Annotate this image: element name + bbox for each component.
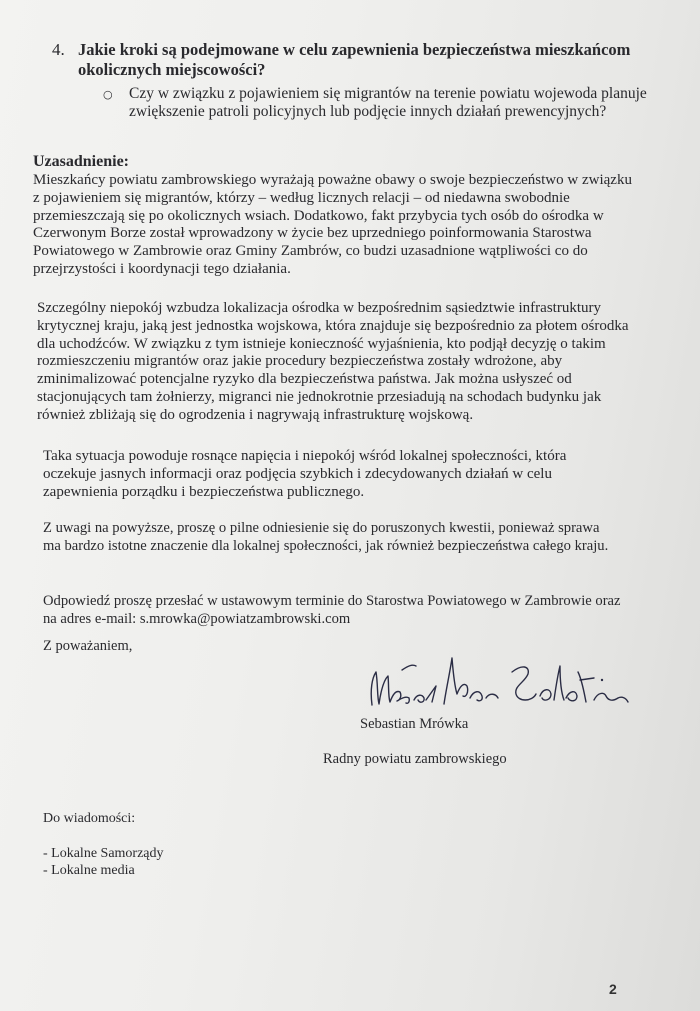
cc-list <box>43 845 164 879</box>
justification-paragraph-4: Z uwagi na powyższe, proszę o pilne odniesienie się do poruszonych kwestii, ponieważ sprawa ma bardzo istotne znaczenie dla lokalnej społeczności, jak również bezpieczeństwa całego kraju. <box>43 520 609 554</box>
justification-paragraph-3: Taka sytuacja powoduje rosnące napięcia i niepokój wśród lokalnej społeczności, która oczekuje jasnych informacji oraz podjęcia szybkich i zdecydowanych działań w celu zapewnienia porządku i bezpieczeństwa publicznego. <box>43 448 567 500</box>
justification-paragraph-1: Mieszkańcy powiatu zambrowskiego wyrażają poważne obawy o swoje bezpieczeństwo w związku z pojawieniem się migrantów, którzy – według licznych relacji – od niedawna swobodnie przemieszczają się po okolicznych wsiach. Dodatkowo, fakt przybycia tych osób do ośrodka w Czerwonym Borze został wprowadzony w życie bez uprzedniego poinformowania Starostwa Powiatowego w Zambrowie oraz Gminy Zambrów, co budzi uzasadnione wątpliwości co do przejrzystości i koordynacji tego działania. <box>33 172 632 277</box>
list-item: - Lokalne media <box>43 863 135 878</box>
page-number: 2 <box>609 981 617 997</box>
justification-heading: Uzasadnienie: <box>33 153 129 170</box>
question-number: 4. <box>52 40 65 59</box>
signer-name: Sebastian Mrówka <box>360 716 469 732</box>
sub-question <box>103 85 652 121</box>
justification-paragraph-5: Odpowiedź proszę przesłać w ustawowym terminie do Starostwa Powiatowego w Zambrowie oraz na adres e-mail: s.mrowka@powiatzambrowski.com <box>43 593 621 627</box>
closing-salutation: Z poważaniem, <box>43 638 133 654</box>
justification-paragraph-2: Szczególny niepokój wzbudza lokalizacja ośrodka w bezpośrednim sąsiedztwie infrastruktury krytycznej kraju, jaką jest jednostka wojskowa, która znajduje się bezpośrednio za płotem ośrodka dla uchodźców. W związku z tym istnieje konieczność wyjaśnienia, kto podjął decyzję o takim rozmieszczeniu migrantów oraz jakie procedury bezpieczeństwa zostały wdrożone, aby zminimalizować potencjalne ryzyko dla bezpieczeństwa państwa. Jak można usłyszeć od stacjonujących tam żołnierzy, migranci nie jednokrotnie przesiadują na schodach budynku jak również zbliżają się do ogrodzenia i nagrywają infrastrukturę wojskową. <box>37 300 629 423</box>
hollow-bullet-icon: ○ <box>103 88 113 101</box>
question-title: Jakie kroki są podejmowane w celu zapewnienia bezpieczeństwa mieszkańcom okolicznych miejscowości? <box>78 40 631 79</box>
signer-role: Radny powiatu zambrowskiego <box>323 751 507 767</box>
handwritten-signature <box>362 650 632 720</box>
question-block <box>52 40 652 121</box>
cc-title: Do wiadomości: <box>43 811 136 826</box>
sub-question-text: Czy w związku z pojawieniem się migrantów na terenie powiatu wojewoda planuje zwiększenie patroli policyjnych lub podjęcie innych działań prewencyjnych? <box>129 85 647 120</box>
list-item: - Lokalne Samorządy <box>43 846 164 861</box>
